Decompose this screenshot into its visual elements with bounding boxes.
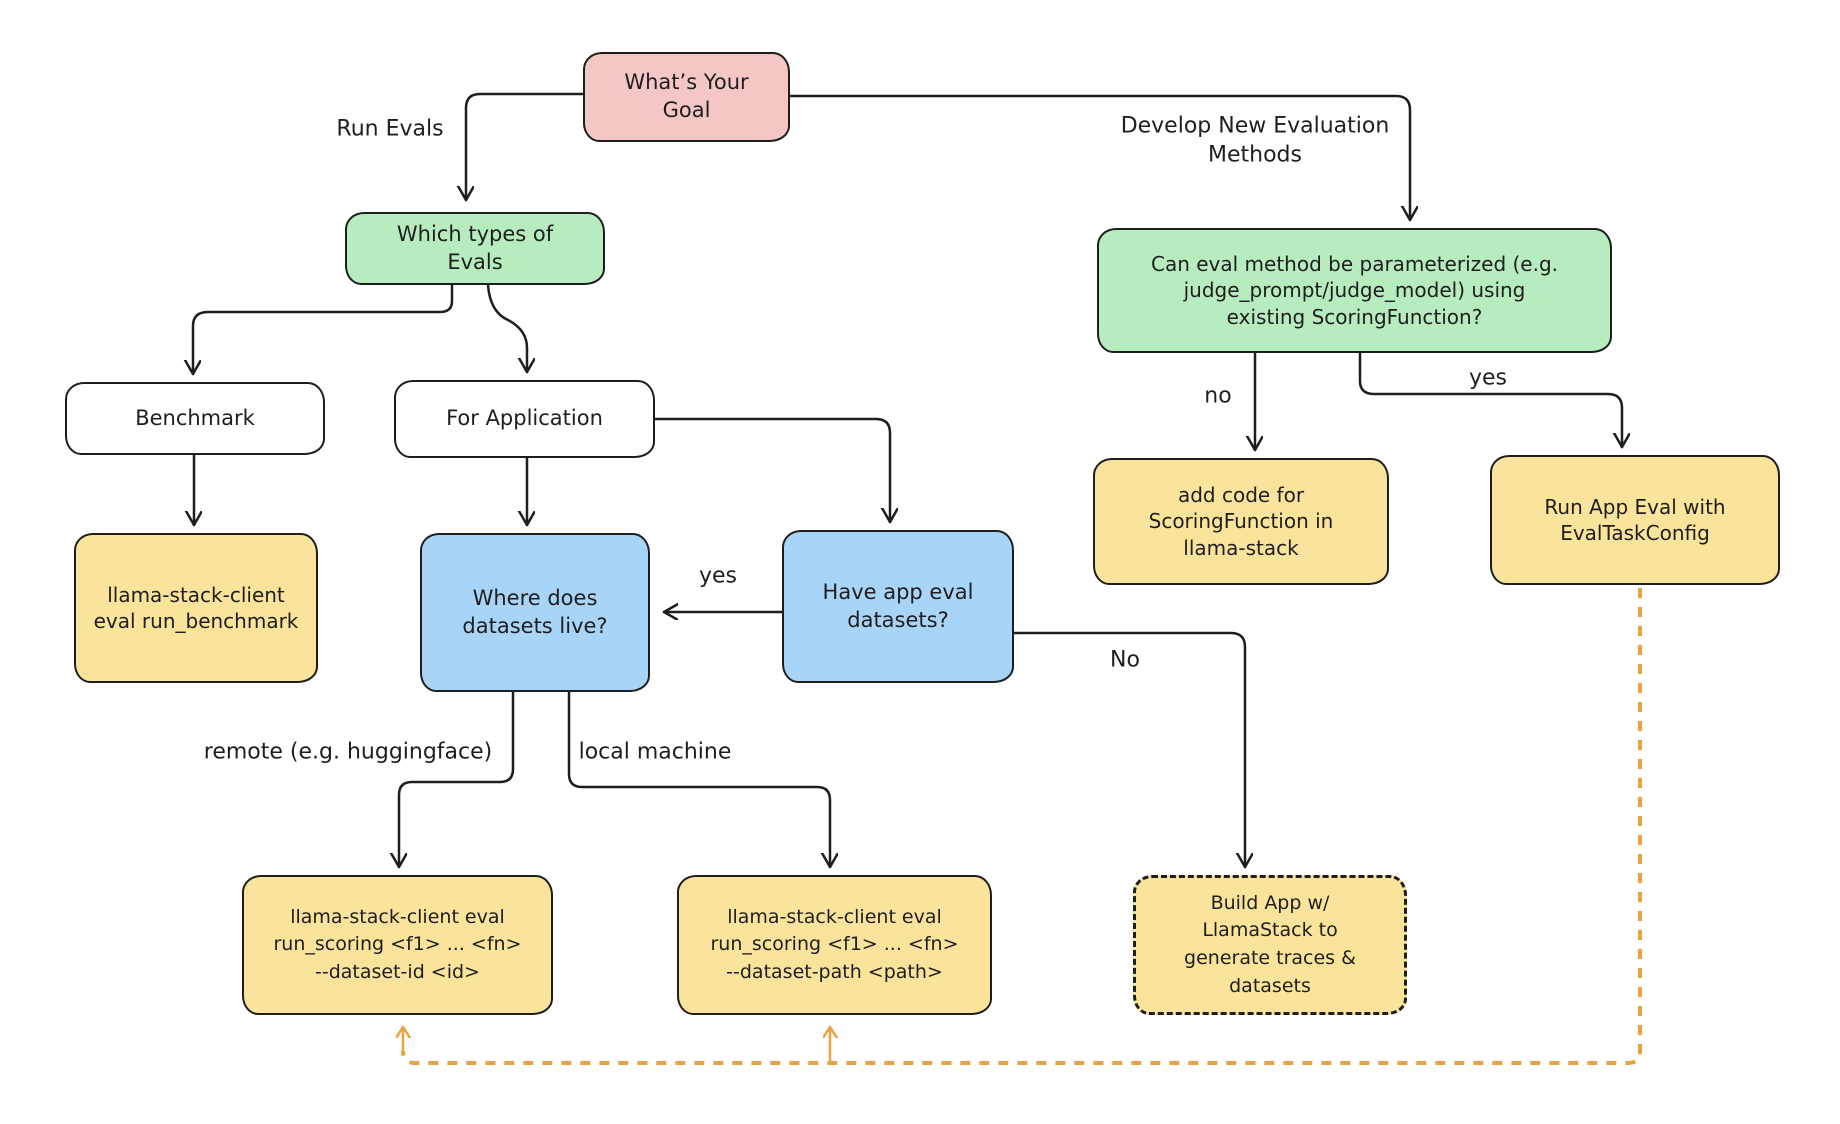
- node-have-app-eval-datasets: [782, 530, 1014, 683]
- node-which-types-of-evals: [345, 212, 605, 285]
- edge-label-line: Develop New Evaluation: [1120, 113, 1390, 139]
- node-text-line: run_scoring <f1> ... <fn>: [273, 933, 522, 956]
- node-text-line: existing ScoringFunction?: [1226, 304, 1483, 329]
- edge-forapplication-to-havedatasets: [655, 419, 890, 522]
- node-build-app-llamastack: [1133, 875, 1407, 1015]
- edge-label-line: Methods: [1208, 142, 1302, 167]
- node-text-line: datasets?: [847, 607, 949, 632]
- node-text-line: run_scoring <f1> ... <fn>: [710, 933, 959, 956]
- node-text-line: Which types of: [396, 221, 554, 246]
- node-text-line: For Application: [446, 406, 603, 431]
- edge-label-local-machine: local machine: [578, 739, 732, 765]
- node-text-line: What’s Your: [624, 70, 749, 95]
- node-text-line: Have app eval: [822, 579, 974, 604]
- node-text-line: eval run_benchmark: [93, 609, 299, 633]
- edge-wheredatasets-local-to-runscoringpath: [569, 692, 830, 867]
- node-run-scoring-dataset-id: [242, 875, 553, 1015]
- edge-label-remote-huggingface: remote (e.g. huggingface): [203, 739, 493, 765]
- node-text-line: ScoringFunction in: [1148, 509, 1334, 534]
- node-text-line: generate traces &: [1184, 947, 1356, 969]
- edge-label-develop-new-evaluation-methods: [1121, 112, 1390, 169]
- node-text-line: Run App Eval with: [1544, 494, 1726, 519]
- node-text-line: Goal: [662, 98, 711, 122]
- node-text-line: Build App w/: [1210, 891, 1330, 914]
- node-text-line: LlamaStack to: [1202, 919, 1338, 942]
- node-run-benchmark-command: [74, 533, 318, 683]
- node-text-line: Evals: [447, 249, 503, 274]
- edge-whichtypes-to-forapplication: [488, 285, 527, 372]
- node-text-line: Where does: [472, 585, 598, 610]
- node-text-line: llama-stack-client eval: [290, 905, 505, 928]
- node-text-line: EvalTaskConfig: [1560, 521, 1710, 545]
- node-run-app-eval: [1490, 455, 1780, 585]
- node-benchmark: [65, 382, 325, 455]
- node-text-line: add code for: [1177, 482, 1305, 507]
- node-run-scoring-dataset-path: [677, 875, 992, 1015]
- edge-whichtypes-to-benchmark: [193, 285, 452, 374]
- node-text-line: Can eval method be parameterized (e.g.: [1150, 251, 1559, 276]
- node-text-line: --dataset-id <id>: [315, 960, 480, 983]
- node-text-line: llama-stack-client eval: [727, 905, 942, 928]
- edge-label-run-evals: Run Evals: [336, 116, 444, 142]
- node-text-line: llama-stack: [1183, 535, 1299, 560]
- edge-label-yes-right: yes: [1468, 365, 1508, 391]
- node-text-line: judge_prompt/judge_model) using: [1183, 278, 1526, 303]
- edge-wheredatasets-remote-to-runscoringid: [399, 692, 513, 867]
- node-where-datasets-live: [420, 533, 650, 692]
- edge-label-no-mid: No: [1110, 647, 1140, 673]
- node-text-line: datasets: [1229, 974, 1311, 997]
- node-whats-your-goal: [583, 52, 790, 142]
- edge-label-no: no: [1204, 383, 1232, 409]
- edge-label-yes-mid: yes: [698, 563, 738, 589]
- node-add-code-scoringfunction: [1093, 458, 1389, 585]
- node-can-eval-be-parameterized: [1097, 228, 1612, 353]
- node-text-line: llama-stack-client: [107, 582, 285, 607]
- node-text-line: datasets live?: [462, 613, 608, 638]
- node-text-line: --dataset-path <path>: [726, 960, 943, 983]
- edge-goal-to-which-types: [466, 94, 583, 200]
- node-text-line: Benchmark: [135, 405, 255, 430]
- node-for-application: [394, 380, 655, 458]
